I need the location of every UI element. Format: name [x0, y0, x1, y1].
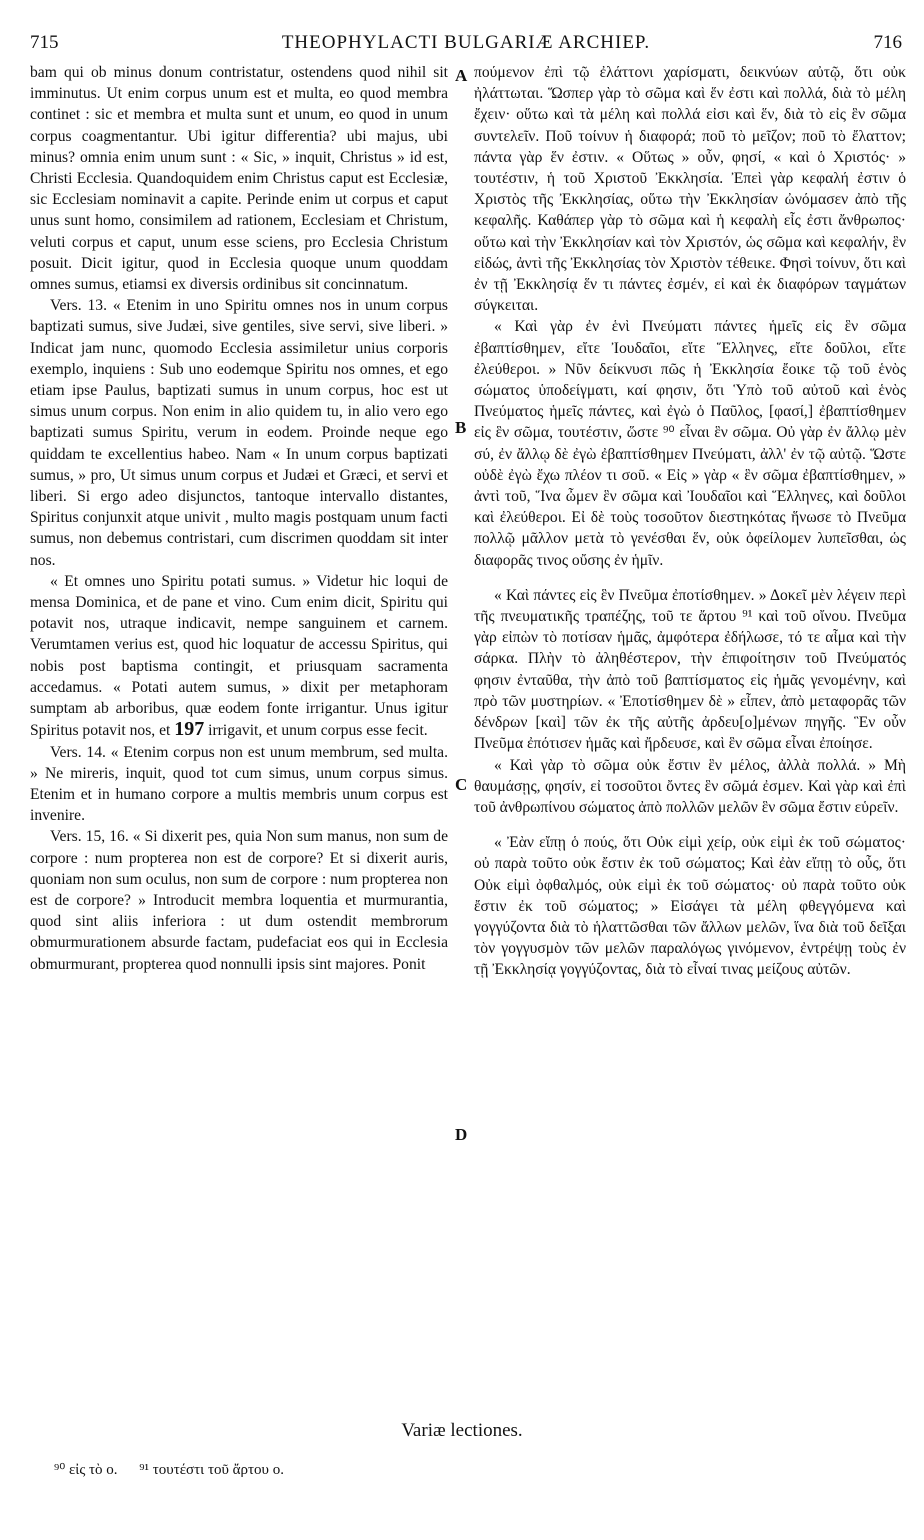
page-number-left: 715 — [30, 32, 59, 53]
greek-paragraph-5: « Ἐὰν εἴπῃ ὁ πούς, ὅτι Οὐκ εἰμὶ χείρ, οὐκ εἰμὶ ἐκ τοῦ σώματος· οὐ παρὰ τοῦτο οὐκ ἔστιν ἐκ τοῦ σώματος; Καὶ ἐὰν εἴπῃ τὸ οὖς, ὅτι Οὐκ εἰμὶ ὀφθαλμός, οὐκ εἰμὶ ἐκ τοῦ σώματος· οὐ παρὰ τοῦτο οὐκ ἔστιν ἐκ τοῦ σώματος; » Εἰσάγει τὰ μέλη φθεγγόμενα καὶ γογγύζοντα διὰ τὸ ἡλαττῶσθαι τῶν ἄλλων μελῶν, ἵνα διὰ τοῦ δεῖξαι τὸν γογγυσμὸν τῶν μελῶν παραλόγως γινόμενον, ἐντρέψῃ τοὺς ἐν τῇ Ἐκκλησίᾳ γογγύζοντας, διὰ τὸ εἶναί τινας μείζους αὐτῶν. — [474, 834, 906, 979]
latin-paragraph-vers-13: Vers. 13. « Etenim in uno Spiritu omnes nos in unum corpus baptizati sumus, sive Judæi, sive gentiles, sive servi, sive liberi. » Indicat jam nunc, quomodo Ecclesia assimiletur unius corporis exemplo, inquiens : Sub uno eodemque Spiritu nos omnes, et ego etiam ipse Paulus, baptizati sumus in unum corpus, hoc est ut simus unum corpus. Non enim in alio quidem tu, in alio vero ego baptizati sumus Spiritu, verum in eodem. Proinde neque ego quiddam te excellentius habeo. Nam « In unum corpus baptizati sumus, » pro, Ut simus unum corpus et Judæi et Græci, et servi et liberi. Si ergo adeo disjunctos, tantoque intervallo distantes, Spiritus conjunxit atque univit , multo magis postquam unum facti sumus, non debemus contristari, cum discrimen quoddam sit inter nos. — [30, 297, 448, 569]
greek-column — [474, 62, 906, 981]
greek-paragraph-2: « Καὶ γὰρ ἐν ἑνὶ Πνεύματι πάντες ἡμεῖς εἰς ἓν σῶμα ἐβαπτίσθημεν, εἴτε Ἰουδαῖοι, εἴτε Ἕλληνες, εἴτε δοῦλοι, εἴτε ἐλεύθεροι. » Νῦν δείκνυσι πῶς ἡ Ἐκκλησία ἔοικε τῷ τοῦ ἑνὸς σώματος ὑποδείγματι, καί φησιν, ὅτι Ὑπὸ τοῦ αὐτοῦ καὶ ἑνὸς Πνεύματος ἡμεῖς πάντες, καὶ ἐγὼ ὁ Παῦλος, [φασί,] ἐβαπτίσθημεν εἰς ἓν σῶμα, τουτέστιν, ὥστε ⁹⁰ εἶναι ἓν σῶμα. Οὐ γὰρ ἐν ἄλλῳ μὲν σύ, ἐν ἄλλῳ δὲ ἐγὼ ἐβαπτίσθημεν Πνεύματι, ἀλλ' ἐν τῷ αὐτῷ. Ὥστε οὐδὲ ἐγὼ ἔχω πλέον τι σοῦ. « Εἰς » γὰρ « ἓν σῶμα ἐβαπτίσθημεν, » ἀντὶ τοῦ, Ἵνα ὦμεν ἓν σῶμα καὶ Ἰουδαῖοι καὶ Ἕλληνες, καὶ δοῦλοι καὶ ἐλεύθεροι. Εἰ δὲ τοὺς τοσοῦτον διεστηκότας ἥνωσε τὸ Πνεῦμα πολλῷ μᾶλλον μετὰ τὸ γενέσθαι ἕν, οὐκ ὀφείλομεν λυπεῖσθαι, ὡς διαφορᾶς τινος οὔσης ἐν ἡμῖν. — [474, 318, 906, 569]
footnotes — [54, 1460, 302, 1479]
variae-lectiones-heading: Variæ lectiones. — [401, 1420, 523, 1441]
latin-paragraph-potati-text-a: « Et omnes uno Spiritu potati sumus. » Videtur hic loqui de mensa Dominica, et de pane et vino. Cum enim dicit, Spiritu qui potavit nos, utraque indicavit, nempe sanguinem et carnem. Verumtamen verius est, quod hic loquatur de accessu Spiritus, qui nobis post baptisma contingit, et priusquam sacramenta accedamus. « Potati autem sumus, » dixit per metaphoram sumptam ab arboribus, quæ eodem fonte irrigantur. Unus igitur Spiritus potavit nos, et — [30, 572, 448, 740]
greek-paragraph-3: « Καὶ πάντες εἰς ἓν Πνεῦμα ἐποτίσθημεν. » Δοκεῖ μὲν λέγειν περὶ τῆς πνευματικῆς τραπέζης, τοῦ τε ἄρτου ⁹¹ καὶ τοῦ οἴνου. Πνεῦμα γὰρ εἰπὼν τὸ ποτίσαν ἡμᾶς, ἀμφότερα ἐδήλωσε, τό τε αἷμα καὶ τὴν σάρκα. Πλὴν τὸ ἀληθέστερον, τὴν ἐπιφοίτησιν τοῦ Πνεύματός φησιν ἐνταῦθα, τὴν ἀπὸ τοῦ βαπτίσματος εἰς ἡμᾶς γενομένην, καὶ πρὸ τῶν μυστηρίων. « Ἐποτίσθημεν δὲ » εἶπεν, ἀπὸ μεταφορᾶς τῶν δένδρων [καὶ] τῶν ἐκ τῆς αὐτῆς ἀρδευ[ο]μένων πηγῆς. Ἓν οὖν Πνεῦμα ἐπότισεν ἡμᾶς καὶ ἤρδευσε, καὶ ἓν σῶμα εἶναι ἐποίησε. — [474, 586, 906, 753]
latin-paragraph-vers-14: Vers. 14. « Etenim corpus non est unum membrum, sed multa. » Ne mireris, inquit, quod tot cum simus, unum corpus simus. Etenim et in humano corpore a multis membris unum corpus est invenire. — [30, 743, 448, 825]
section-marker-a: A — [455, 66, 468, 85]
latin-paragraph-potati-text-b: irrigavit, et unum corpus esse fecit. — [208, 722, 428, 740]
running-header — [30, 32, 902, 58]
footnote-90: ⁹⁰ εἰς τὸ ο. — [54, 1462, 118, 1478]
section-marker-b: B — [455, 418, 467, 437]
latin-paragraph-vers-15-16: Vers. 15, 16. « Si dixerit pes, quia Non sum manus, non sum de corpore : num propterea non est de corpore? Et si dixerit auris, quoniam non sum oculus, non sum de corpore : num propterea non est de corpore? » Introducit membra loquentia et murmurantia, quod sint aliis inferiora : ut dum ostendit membrorum obmurmurationem absurde factam, pudefaciat eos qui in Ecclesia obmurmurant, propterea quod nonnulli ipsis sint majores. Ponit — [30, 828, 448, 973]
footnote-91: ⁹¹ τουτέστι τοῦ ἄρτου ο. — [139, 1462, 284, 1478]
page-number-right: 716 — [873, 32, 902, 53]
latin-paragraph-1: bam qui ob minus donum contristatur, ostendens quod nihil sit imminutus. Ut enim corpus unum est et multa, eo quod membra continet : sic et membra et multa sunt et unum, eo quod in unum corpus coagmentantur. Ubi igitur differentia? ubi majus, ubi minus? omnia enim unum sunt : « Sic, » inquit, Christus » id est, Christi Ecclesia. Quandoquidem enim Christus caput est Ecclesiæ, sic Ecclesiam nominavit a capite. Perinde enim ut corpus et caput unus sunt homo, consimilem ad rationem, Ecclesiam et Christum, veluti corpus et caput, unum esse sciens, pro Ecclesia Christum posuit. Dicit igitur, quod in Ecclesia quoque unum quoddam omnes sumus, etiamsi ex diversis ordinibus sit concinnatum. — [30, 64, 448, 294]
column-number: 197 — [174, 718, 205, 741]
latin-column — [30, 62, 448, 975]
running-title: THEOPHYLACTI BULGARIÆ ARCHIEP. — [281, 32, 651, 53]
latin-paragraph-potati — [30, 571, 448, 742]
greek-paragraph-4: « Καὶ γὰρ τὸ σῶμα οὐκ ἔστιν ἓν μέλος, ἀλλὰ πολλά. » Μὴ θαυμάσῃς, φησίν, εἰ τοσοῦτοι ὄντες ἓν σῶμά ἐσμεν. Καὶ γὰρ καὶ ἐπὶ τοῦ ἀνθρωπίνου σώματος ἀπὸ πολλῶν μελῶν ἓν σῶμα ἔστιν εὑρεῖν. — [474, 756, 906, 816]
greek-paragraph-1: πούμενον ἐπὶ τῷ ἐλάττονι χαρίσματι, δεικνύων αὐτῷ, ὅτι οὐκ ἠλάττωται. Ὥσπερ γὰρ τὸ σῶμα καὶ ἕν ἐστι καὶ πολλά, διὰ τὸ μέλη ἔχειν· οὕτω καὶ τὰ μέλη καὶ πολλά εἰσι καὶ ἕν, διὰ τὸ εἰς ἓν σῶμα συντελεῖν. Ποῦ τοίνυν ἡ διαφορά; ποῦ τὸ μεῖζον; ποῦ τὸ ἔλαττον; πάντα γὰρ ἕν ἐστιν. « Οὕτως » οὖν, φησί, « καὶ ὁ Χριστός· » τουτέστιν, ἡ τοῦ Χριστοῦ Ἐκκλησία. Ἐπεὶ γὰρ κεφαλή ἐστιν ὁ Χριστὸς τῆς Ἐκκλησίας, οὕτω τὴν Ἐκκλησίαν ὠνόμασεν ἀπὸ τῆς κεφαλῆς. Καθάπερ γὰρ τὸ σῶμα καὶ ἡ κεφαλὴ εἷς ἐστι ἄνθρωπος· οὕτω καὶ τὴν Ἐκκλησίαν καὶ τὸν Χριστόν, ὡς σῶμα καὶ κεφαλήν, ἓν εἰδώς, ἀντὶ τῆς Ἐκκλησίας τὸν Χριστὸν τέθεικε. Φησὶ τοίνυν, ὅτι καὶ ἐν τῇ Ἐκκλησίᾳ ἕν τι πάντες ἐσμέν, εἰ καὶ ἐκ διαφόρων ταγμάτων σύγκειται. — [474, 64, 906, 315]
section-marker-c: C — [455, 775, 468, 794]
section-marker-d: D — [455, 1125, 468, 1144]
